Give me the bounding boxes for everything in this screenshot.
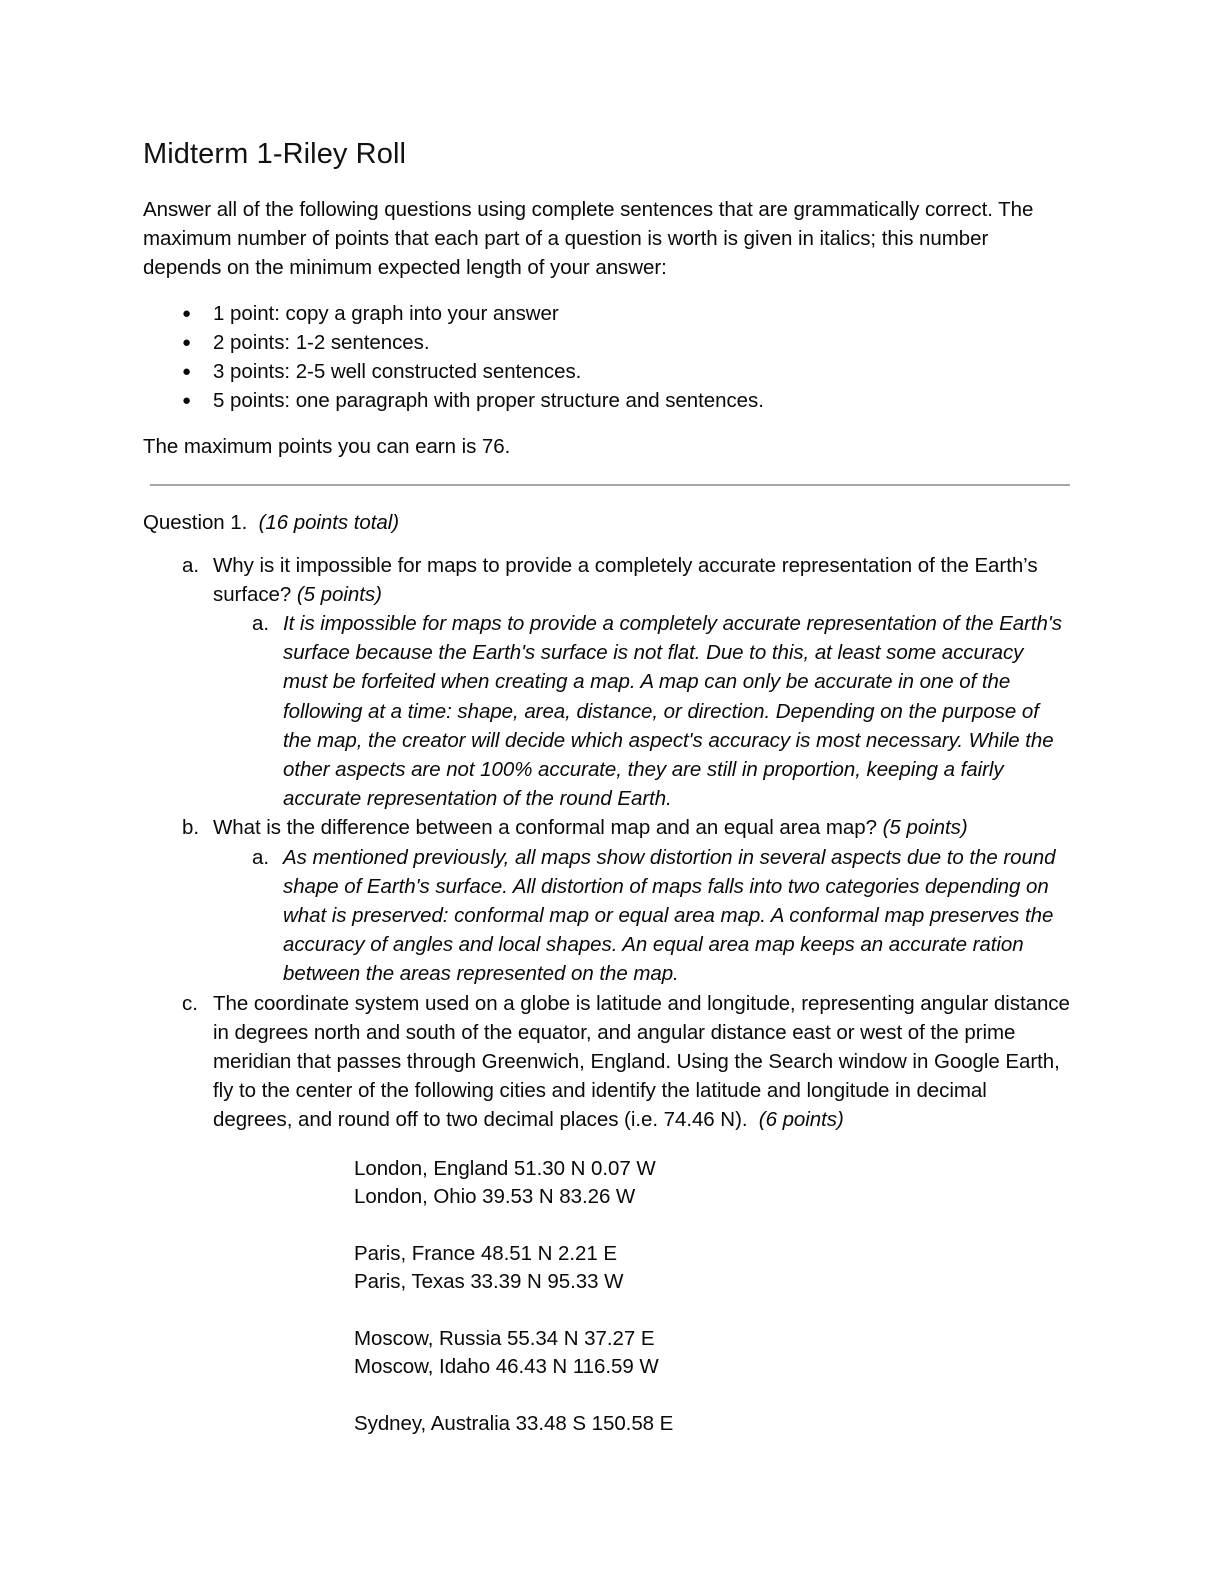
max-points-note: The maximum points you can earn is 76. <box>143 435 511 459</box>
answer-item <box>213 609 1070 813</box>
bullet-icon: ● <box>182 362 192 380</box>
question-heading <box>143 508 1070 537</box>
bullet-icon: ● <box>182 334 192 352</box>
answer-text: It is impossible for maps to provide a completely accurate representation of the Earth's surface because the Earth's surface is not flat. Due to this, at least some accuracy must be forfeited when creating a map. A map can only be accurate in one of the following at a time: shape, area, distance, or direction. Depending on the purpose of the map, the creator will decide which aspect's accuracy is most necessary. While the other aspects are not 100% accurate, they are still in proportion, keeping a fairly accurate representation of the round Earth. <box>283 612 1062 811</box>
question-part-points: (5 points) <box>296 582 382 606</box>
coordinates-block <box>213 1155 1070 1439</box>
bullet-icon: ● <box>182 391 192 409</box>
page-title: Midterm 1-Riley Roll <box>143 138 407 170</box>
question-part-b <box>143 813 1070 988</box>
question-part-prompt: Why is it impossible for maps to provide a completely accurate representation of the Earth’s surface? <box>213 553 1038 606</box>
answer-marker: a. <box>252 612 269 636</box>
question-part-prompt: The coordinate system used on a globe is latitude and longitude, representing angular distance in degrees north and south of the equator, and angular distance east or west of the prime meridian that passes through Greenwich, England. Using the Search window in Google Earth, fly to the center of the following cities and identify the latitude and longitude in decimal degrees, and round off to two decimal places (i.e. 74.46 N). <box>213 991 1070 1132</box>
coordinate-group-sydney <box>354 1410 1070 1439</box>
list-item-label: 3 points: 2-5 well constructed sentences. <box>213 359 582 383</box>
coordinate-line: Sydney, Australia 33.48 S 150.58 E <box>354 1411 674 1435</box>
section-divider <box>150 484 1070 486</box>
list-item-label: 2 points: 1-2 sentences. <box>213 331 430 355</box>
section-divider-wrapper <box>150 462 1070 508</box>
answer-marker: a. <box>252 845 269 869</box>
bullet-icon: ● <box>182 305 192 323</box>
list-item <box>143 329 1070 358</box>
list-item <box>143 387 1070 416</box>
question-part-marker: b. <box>182 816 199 840</box>
coordinate-line: Moscow, Idaho 46.43 N 116.59 W <box>354 1355 659 1379</box>
question-part-marker: a. <box>182 553 199 577</box>
answer-text: As mentioned previously, all maps show distortion in several aspects due to the round shape of Earth's surface. All distortion of maps falls into two categories depending on what is preserved: conformal map or equal area map. A conformal map preserves the accuracy of angles and local shapes. An equal area map keeps an accurate ration between the areas represented on the map. <box>283 845 1056 986</box>
coordinate-group-moscow <box>354 1325 1070 1382</box>
question-part-points: (5 points) <box>882 816 968 840</box>
question-label: Question 1. <box>143 510 248 534</box>
coordinate-line: London, England 51.30 N 0.07 W <box>354 1156 656 1180</box>
question-part-c <box>143 989 1070 1439</box>
coordinate-line: London, Ohio 39.53 N 83.26 W <box>354 1185 636 1209</box>
answer-item <box>213 843 1070 989</box>
question-points: (16 points total) <box>258 510 400 534</box>
coordinate-line: Paris, France 48.51 N 2.21 E <box>354 1241 617 1265</box>
question-part-points: (6 points) <box>758 1108 844 1132</box>
coordinate-line: Paris, Texas 33.39 N 95.33 W <box>354 1270 624 1294</box>
list-item-label: 5 points: one paragraph with proper structure and sentences. <box>213 388 764 412</box>
answer-list-b <box>213 843 1070 989</box>
coordinate-line: Moscow, Russia 55.34 N 37.27 E <box>354 1326 655 1350</box>
coordinate-group-paris <box>354 1240 1070 1297</box>
answer-list-a <box>213 609 1070 813</box>
intro-paragraph: Answer all of the following questions using complete sentences that are grammatically correct. The maximum number of points that each part of a question is worth is given in italics; this number depends on the minimum expected length of your answer: <box>143 197 1034 280</box>
list-item <box>143 358 1070 387</box>
list-item <box>143 300 1070 329</box>
question-part-a <box>143 551 1070 814</box>
question-part-prompt: What is the difference between a conformal map and an equal area map? <box>213 816 877 840</box>
coordinate-group-london <box>354 1155 1070 1212</box>
list-item-label: 1 point: copy a graph into your answer <box>213 302 559 326</box>
question-parts-list <box>143 551 1070 1439</box>
question-part-marker: c. <box>182 991 198 1015</box>
point-scale-list <box>143 300 1070 415</box>
